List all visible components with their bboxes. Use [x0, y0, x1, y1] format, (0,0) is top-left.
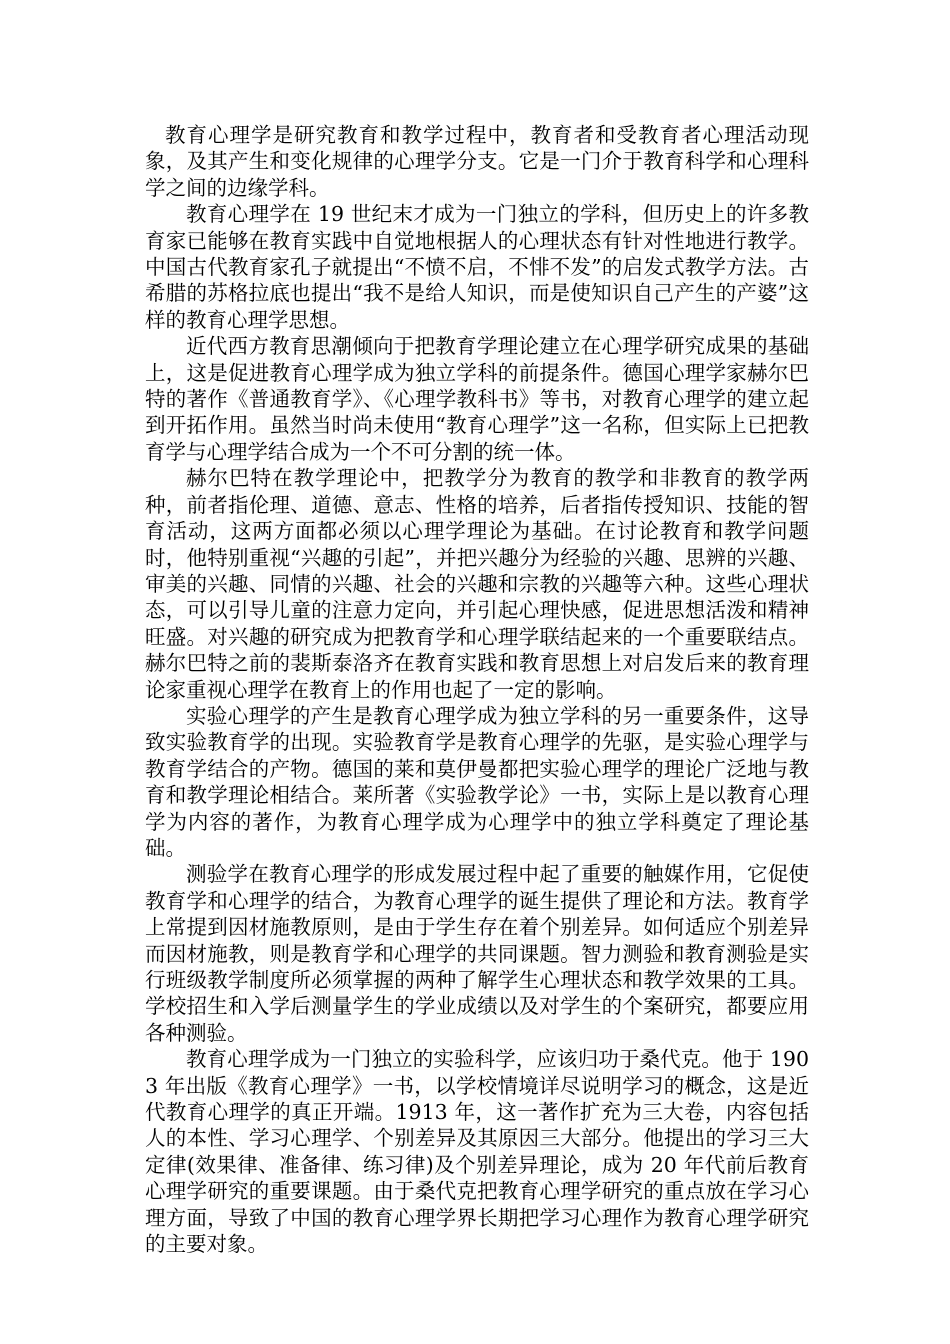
paragraph-history: 教育心理学在 19 世纪末才成为一门独立的学科，但历史上的许多教育家已能够在教育实践中自觉地根据人的心理状态有针对性地进行教学。中国古代教育家孔子就提出“不愤不启，不悱不发”的启发式教学方法。古希腊的苏格拉底也提出“我不是给人知识，而是使知识自己产生的产婆”这样的教育心理学思想。 — [145, 202, 809, 332]
document-body — [145, 122, 809, 1257]
paragraph-testing: 测验学在教育心理学的形成发展过程中起了重要的触媒作用，它促使教育学和心理学的结合，为教育心理学的诞生提供了理论和方法。教育学上常提到因材施教原则，是由于学生存在着个别差异。如何适应个别差异而因材施教，则是教育学和心理学的共同课题。智力测验和教育测验是实行班级教学制度所必须掌握的两种了解学生心理状态和教学效果的工具。学校招生和入学后测量学生的学业成绩以及对学生的个案研究，都要应用各种测验。 — [145, 862, 809, 1045]
paragraph-intro: 教育心理学是研究教育和教学过程中，教育者和受教育者心理活动现象，及其产生和变化规律的心理学分支。它是一门介于教育科学和心理科学之间的边缘学科。 — [145, 123, 809, 200]
paragraph-herbart: 赫尔巴特在教学理论中，把教学分为教育的教学和非教育的教学两种，前者指伦理、道德、意志、性格的培养，后者指传授知识、技能的智育活动，这两方面都必须以心理学理论为基础。在讨论教育和教学问题时，他特别重视“兴趣的引起”，并把兴趣分为经验的兴趣、思辨的兴趣、审美的兴趣、同情的兴趣、社会的兴趣和宗教的兴趣等六种。这些心理状态，可以引导儿童的注意力定向，并引起心理快感，促进思想活泼和精神旺盛。对兴趣的研究成为把教育学和心理学联结起来的一个重要联结点。赫尔巴特之前的裴斯泰洛齐在教育实践和教育思想上对启发后来的教育理论家重视心理学在教育上的作用也起了一定的影响。 — [145, 466, 809, 702]
paragraph-experimental-psychology: 实验心理学的产生是教育心理学成为独立学科的另一重要条件，这导致实验教育学的出现。实验教育学是教育心理学的先驱，是实验心理学与教育学结合的产物。德国的莱和莫伊曼都把实验心理学的理论广泛地与教育和教学理论相结合。莱所著《实验教学论》一书，实际上是以教育心理学为内容的著作，为教育心理学成为心理学中的独立学科奠定了理论基础。 — [145, 703, 809, 860]
paragraph-western-thought: 近代西方教育思潮倾向于把教育学理论建立在心理学研究成果的基础上，这是促进教育心理学成为独立学科的前提条件。德国心理学家赫尔巴特的著作《普通教育学》、《心理学教科书》等书，对教育心理学的建立起到开拓作用。虽然当时尚未使用“教育心理学”这一名称，但实际上已把教育学与心理学结合成为一个不可分割的统一体。 — [145, 334, 809, 464]
paragraph-thorndike: 教育心理学成为一门独立的实验科学，应该归功于桑代克。他于 1903 年出版《教育心理学》一书，以学校情境详尽说明学习的概念，这是近代教育心理学的真正开端。1913 年，这一著作扩充为三大卷，内容包括人的本性、学习心理学、个别差异及其原因三大部分。他提出的学习三大定律(效果律、准备律、练习律)及个别差异理论，成为 20 年代前后教育心理学研究的重要课题。由于桑代克把教育心理学研究的重点放在学习心理方面，导致了中国的教育心理学界长期把学习心理作为教育心理学研究的主要对象。 — [145, 1047, 809, 1257]
